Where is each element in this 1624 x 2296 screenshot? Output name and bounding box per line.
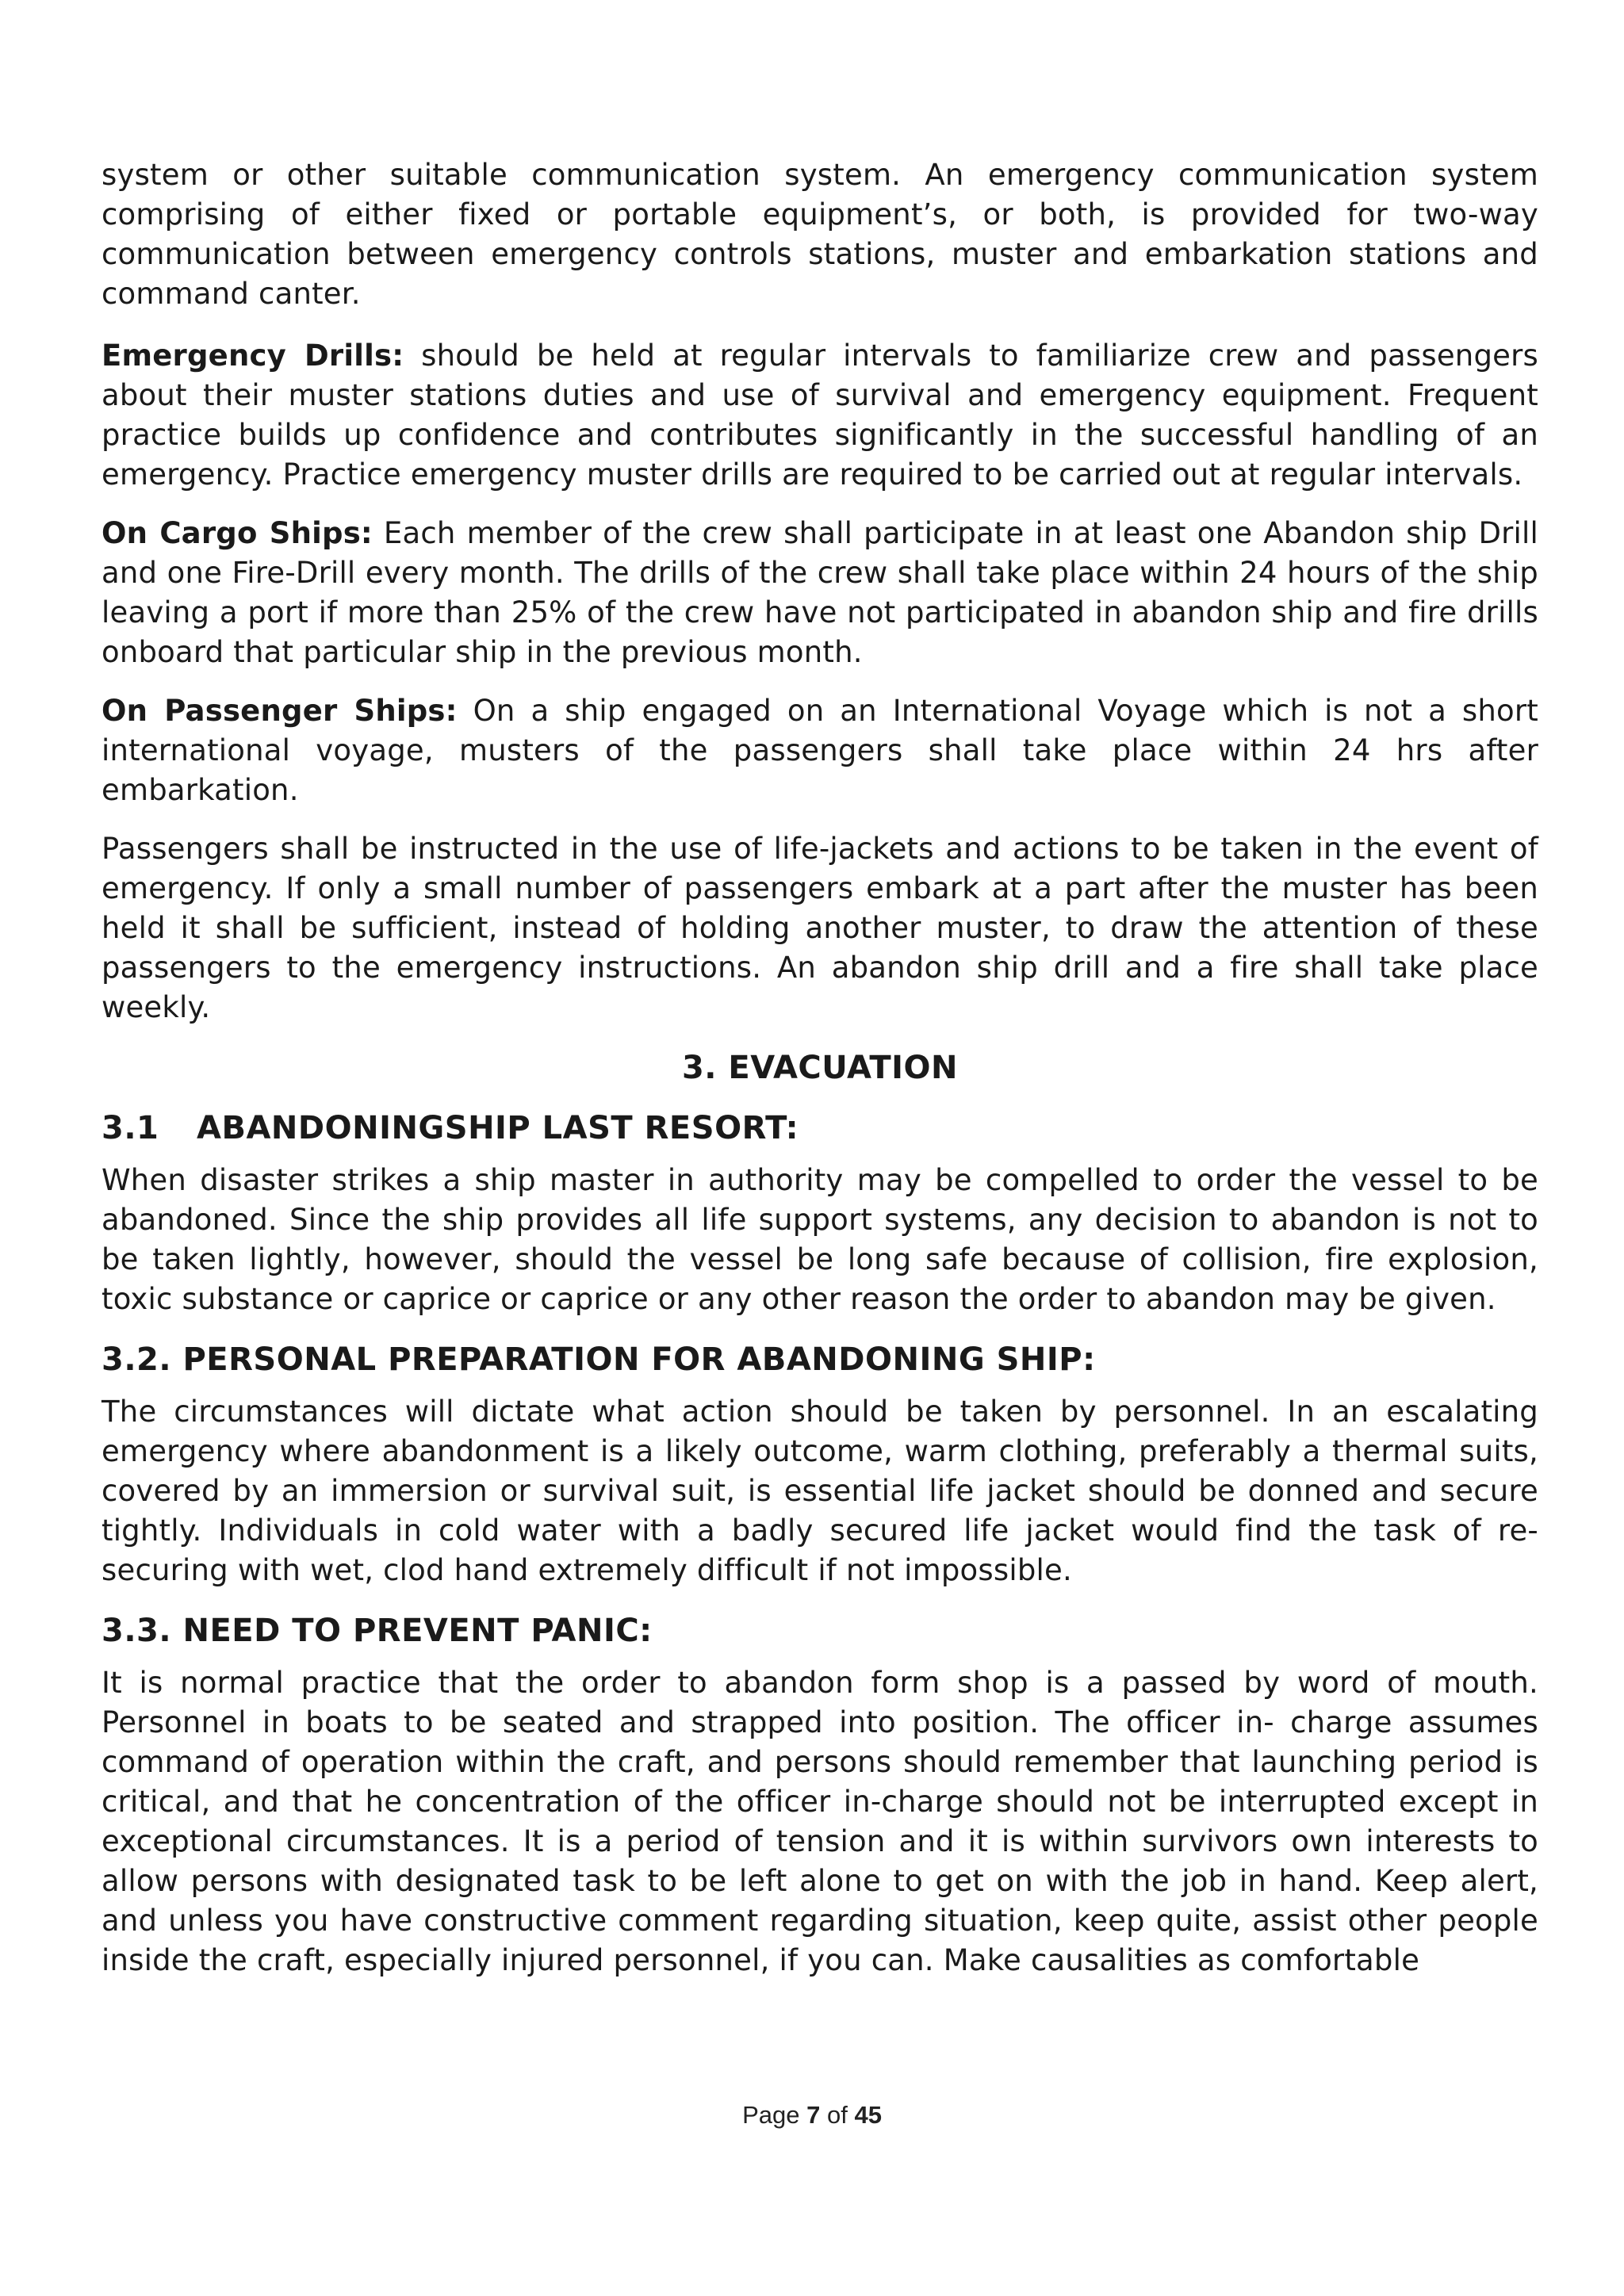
document-page [102,155,1538,1999]
paragraph-text: When disaster strikes a ship master in authority may be compelled to order the vessel to be abandoned. Since the ship provides all life support systems, any decision to abandon is not to be taken lightly, however, should the vessel be long safe because of collision, fire explosion, toxic substance or caprice or caprice or any other reason the order to abandon may be given. [102,1163,1538,1316]
paragraph-emergency-drills [102,336,1538,495]
paragraph-lead: On Passenger Ships: [102,694,458,728]
subsection-title-personal-preparation: 3.2. PERSONAL PREPARATION FOR ABANDONING SHIP: [102,1341,1096,1378]
page-current-number: 7 [806,2101,821,2129]
paragraph-text: Each member of the crew shall participate in at least one Abandon ship Drill and one Fire-Drill every month. The drills of the crew shall take place within 24 hours of the ship leaving a port if more than 25% of the crew have not participated in abandon ship and fire drills onboard that particular ship in the previous month. [102,516,1539,669]
subsection-number: 3.1 [102,1110,159,1146]
paragraph-passenger-instructions [102,829,1538,1027]
paragraph-lead: On Cargo Ships: [102,516,373,550]
paragraph-lead: Emergency Drills: [102,339,404,373]
subsection-title-abandoning [102,1107,1538,1150]
paragraph-text: It is normal practice that the order to abandon form shop is a passed by word of mouth. Personnel in boats to be seated and strapped into position. The officer in- charge assumes command of operation within the craft, and persons should remember that launching period is critical, and that he concentration of the officer in-charge should not be interrupted except in exceptional circumstances. It is a period of tension and it is within survivors own interests to allow persons with designated task to be left alone to get on with the job in hand. Keep alert, and unless you have constructive comment regarding situation, keep quite, assist other people inside the craft, especially injured personnel, if you can. Make causalities as comfortable [102,1666,1538,1977]
paragraph-text: should be held at regular intervals to familiarize crew and passengers about their muster stations duties and use of survival and emergency equipment. Frequent practice builds up confidence and contributes significantly in the successful handling of an emergency. Practice emergency muster drills are required to be carried out at regular intervals. [102,339,1538,492]
page-word: Page [742,2101,800,2129]
paragraph-text: system or other suitable communication system. An emergency communication system comprising of either fixed or portable equipment’s, or both, is provided for two-way communication between emergency controls stations, muster and embarkation stations and command canter. [102,158,1538,311]
paragraph-cargo-ships [102,514,1538,672]
subsection-title-text: ABANDONINGSHIP LAST RESORT: [197,1110,799,1146]
page-total-number: 45 [854,2101,882,2129]
paragraph-communication [102,155,1538,314]
paragraph-text: Passengers shall be instructed in the use of life-jackets and actions to be taken in the event of emergency. If only a small number of passengers embark at a part after the muster has been held it shall be sufficient, instead of holding another muster, to draw the attention of these passengers to the emergency instructions. An abandon ship drill and a fire shall take place weekly. [102,832,1538,1024]
paragraph-text: On a ship engaged on an International Voyage which is not a short international voyage, musters of the passengers shall take place within 24 hrs after embarkation. [102,694,1539,807]
paragraph-prevent-panic [102,1663,1538,1980]
page-of-word: of [826,2101,848,2129]
paragraph-personal-preparation [102,1392,1538,1590]
subsection-title-prevent-panic: 3.3. NEED TO PREVENT PANIC: [102,1613,653,1649]
paragraph-abandoning [102,1161,1538,1319]
paragraph-passenger-ships [102,691,1538,810]
paragraph-text: The circumstances will dictate what action should be taken by personnel. In an escalating emergency where abandonment is a likely outcome, warm clothing, preferably a thermal suits, covered by an immersion or survival suit, is essential life jacket should be donned and secure tightly. Individuals in cold water with a badly secured life jacket would find the task of re-securing with wet, clod hand extremely difficult if not impossible. [102,1395,1538,1587]
section-title: 3. EVACUATION [681,1050,959,1086]
page-footer [0,2101,1624,2130]
